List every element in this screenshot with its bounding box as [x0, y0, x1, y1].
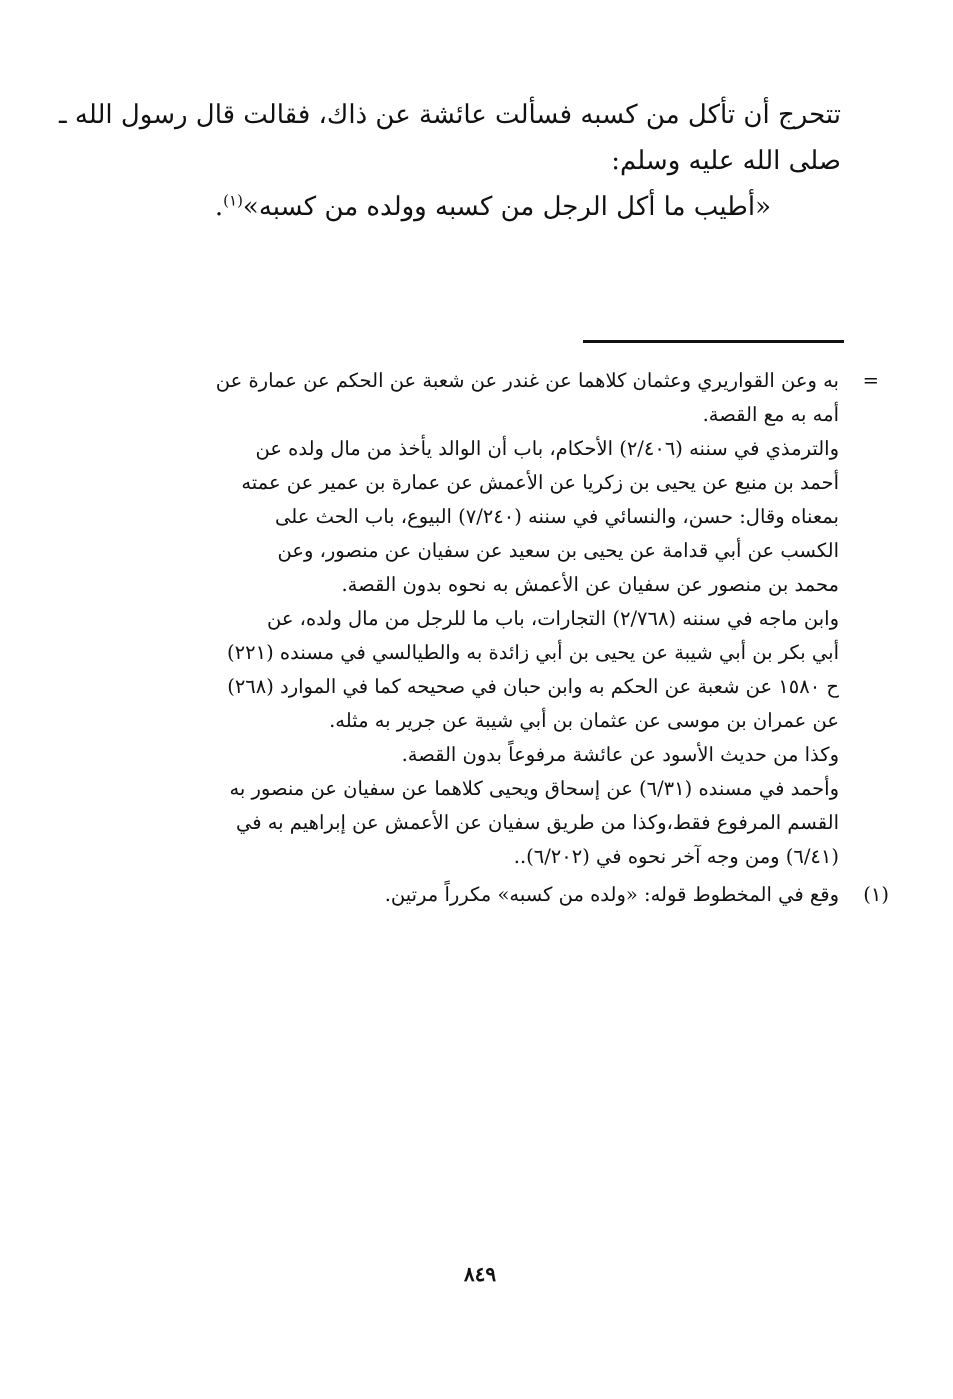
main-text: [59, 92, 841, 230]
footnote-reference: (١): [223, 191, 243, 210]
main-text-line: صلى الله عليه وسلم:: [611, 146, 841, 176]
main-text-line: تتحرج أن تأكل من كسبه فسألت عائشة عن ذاك، فقالت قال رسول الله ـ: [59, 100, 841, 130]
footnote-1: [139, 878, 889, 912]
footnote-line: أبي بكر بن أبي شيبة عن يحيى بن أبي زائدة به والطيالسي في مسنده (٢٢١): [227, 641, 839, 664]
footnote-line: وكذا من حديث الأسود عن عائشة مرفوعاً بدون القصة.: [401, 743, 839, 766]
footnote-continuation: [139, 364, 879, 874]
footnote-line: أحمد بن منيع عن يحيى بن زكريا عن الأعمش عن عمارة بن عمير عن عمته: [241, 471, 839, 494]
footnote-line: وابن ماجه في سننه (٢/٧٦٨) التجارات، باب ما للرجل من مال ولده، عن: [267, 607, 839, 630]
footnote-number: (١): [863, 883, 889, 906]
footnote-line: ح ١٥٨٠ عن شعبة عن الحكم به وابن حبان في صحيحه كما في الموارد (٢٦٨): [227, 675, 839, 698]
footnote-line: والترمذي في سننه (٢/٤٠٦) الأحكام، باب أن الوالد يأخذ من مال ولده عن: [255, 437, 839, 460]
hadith-quote: «أطيب ما أكل الرجل من كسبه وولده من كسبه»: [242, 192, 771, 222]
footnote-line: محمد بن منصور عن سفيان عن الأعمش به نحوه بدون القصة.: [341, 573, 839, 596]
footnote-line: به وعن القواريري وعثمان كلاهما عن غندر عن شعبة عن الحكم عن عمارة عن: [215, 369, 839, 392]
footnote-text: وقع في المخطوط قوله: «ولده من كسبه» مكرراً مرتين.: [384, 883, 839, 906]
footnote-line: عن عمران بن موسى عن عثمان بن أبي شيبة عن جرير به مثله.: [329, 709, 839, 732]
page-number: ٨٤٩: [463, 1262, 497, 1286]
footnote-line: بمعناه وقال: حسن، والنسائي في سننه (٧/٢٤٠) البيوع، باب الحث على: [275, 505, 839, 528]
hadith-quote-line: [141, 184, 841, 230]
footnote-separator: [583, 340, 844, 343]
footnote-line: وأحمد في مسنده (٦/٣١) عن إسحاق ويحيى كلاهما عن سفيان عن منصور به: [229, 777, 839, 800]
continuation-marker: =: [862, 369, 879, 392]
footnote-line: القسم المرفوع فقط،وكذا من طريق سفيان عن الأعمش عن إبراهيم به في: [235, 811, 839, 834]
end-mark: .: [214, 192, 224, 222]
footnotes-section: [139, 364, 889, 912]
footnote-line: أمه به مع القصة.: [702, 403, 839, 426]
footnote-line: الكسب عن أبي قدامة عن يحيى بن سعيد عن سفيان عن منصور، وعن: [277, 539, 839, 562]
footnote-line: (٦/٤١) ومن وجه آخر نحوه في (٦/٢٠٢)..: [513, 845, 839, 868]
